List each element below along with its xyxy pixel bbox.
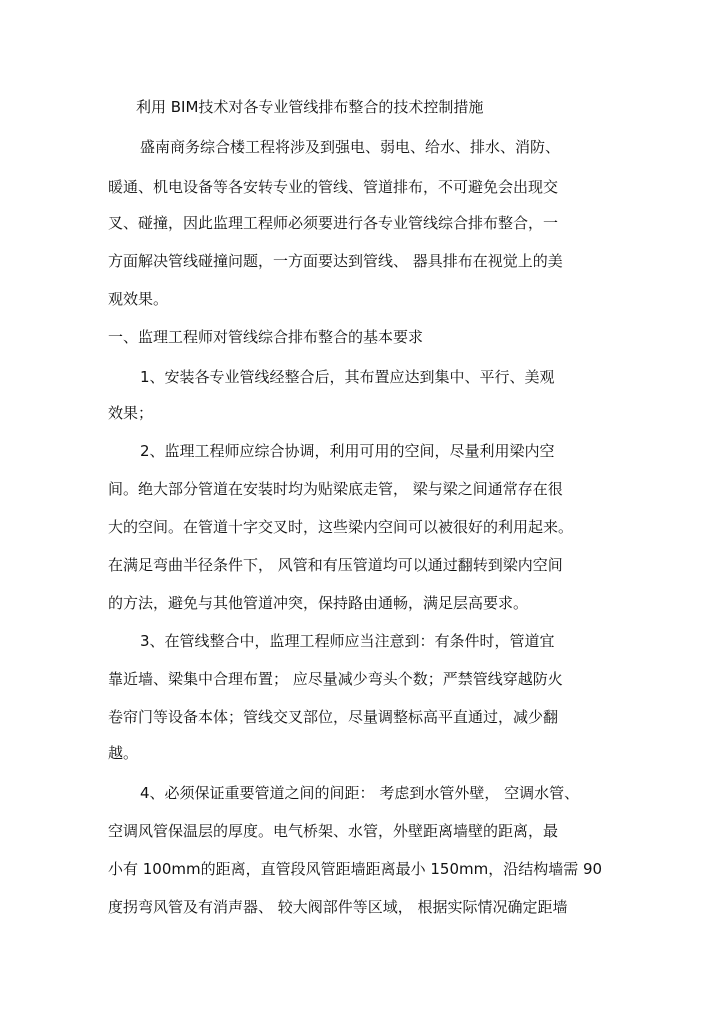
intro-line-5: 观效果。 [108, 290, 169, 308]
item1-line-2: 效果； [108, 404, 154, 422]
item4-line-4: 度拐弯风管及有消声器、 较大阀部件等区域， 根据实际情况确定距墙 [108, 898, 568, 916]
item3-line-4: 越。 [108, 744, 139, 762]
item4-line-1: 4、必须保证重要管道之间的间距： 考虑到水管外壁， 空调水管、 [140, 784, 580, 802]
section-heading: 一、监理工程师对管线综合排布整合的基本要求 [108, 328, 424, 346]
item4-line-2: 空调风管保温层的厚度。电气桥架、水管，外壁距离墙壁的距离，最 [108, 822, 559, 840]
item2-line-2: 间。绝大部分管道在安装时均为贴梁底走管， 梁与梁之间通常存在很 [108, 480, 563, 498]
item4-line-3: 小有 100mm的距离，直管段风管距墙距离最小 150mm，沿结构墙需 90 [108, 860, 603, 878]
document-title: 利用 BIM技术对各专业管线排布整合的技术控制措施 [136, 98, 484, 116]
item2-line-1: 2、监理工程师应综合协调，利用可用的空间，尽量利用梁内空 [140, 442, 555, 460]
item1-line-1: 1、安装各专业管线经整合后，其布置应达到集中、平行、美观 [140, 368, 555, 386]
item3-line-3: 卷帘门等设备本体；管线交叉部位，尽量调整标高平直通过，减少翻 [108, 708, 559, 726]
intro-line-3: 叉、碰撞，因此监理工程师必须要进行各专业管线综合排布整合，一 [108, 214, 559, 232]
intro-line-4: 方面解决管线碰撞问题，一方面要达到管线、 器具排布在视觉上的美 [108, 252, 563, 270]
item2-line-3: 大的空间。在管道十字交叉时，这些梁内空间可以被很好的利用起来。 [108, 518, 574, 536]
intro-line-2: 暖通、机电设备等各安转专业的管线、管道排布，不可避免会出现交 [108, 178, 559, 196]
intro-line-1: 盛南商务综合楼工程将涉及到强电、弱电、给水、排水、消防、 [140, 138, 561, 156]
item2-line-5: 的方法，避免与其他管道冲突，保持路由通畅，满足层高要求。 [108, 594, 529, 612]
item3-line-2: 靠近墙、梁集中合理布置； 应尽量减少弯头个数；严禁管线穿越防火 [108, 670, 563, 688]
item2-line-4: 在满足弯曲半径条件下， 风管和有压管道均可以通过翻转到梁内空间 [108, 556, 563, 574]
item3-line-1: 3、在管线整合中，监理工程师应当注意到：有条件时，管道宜 [140, 632, 555, 650]
